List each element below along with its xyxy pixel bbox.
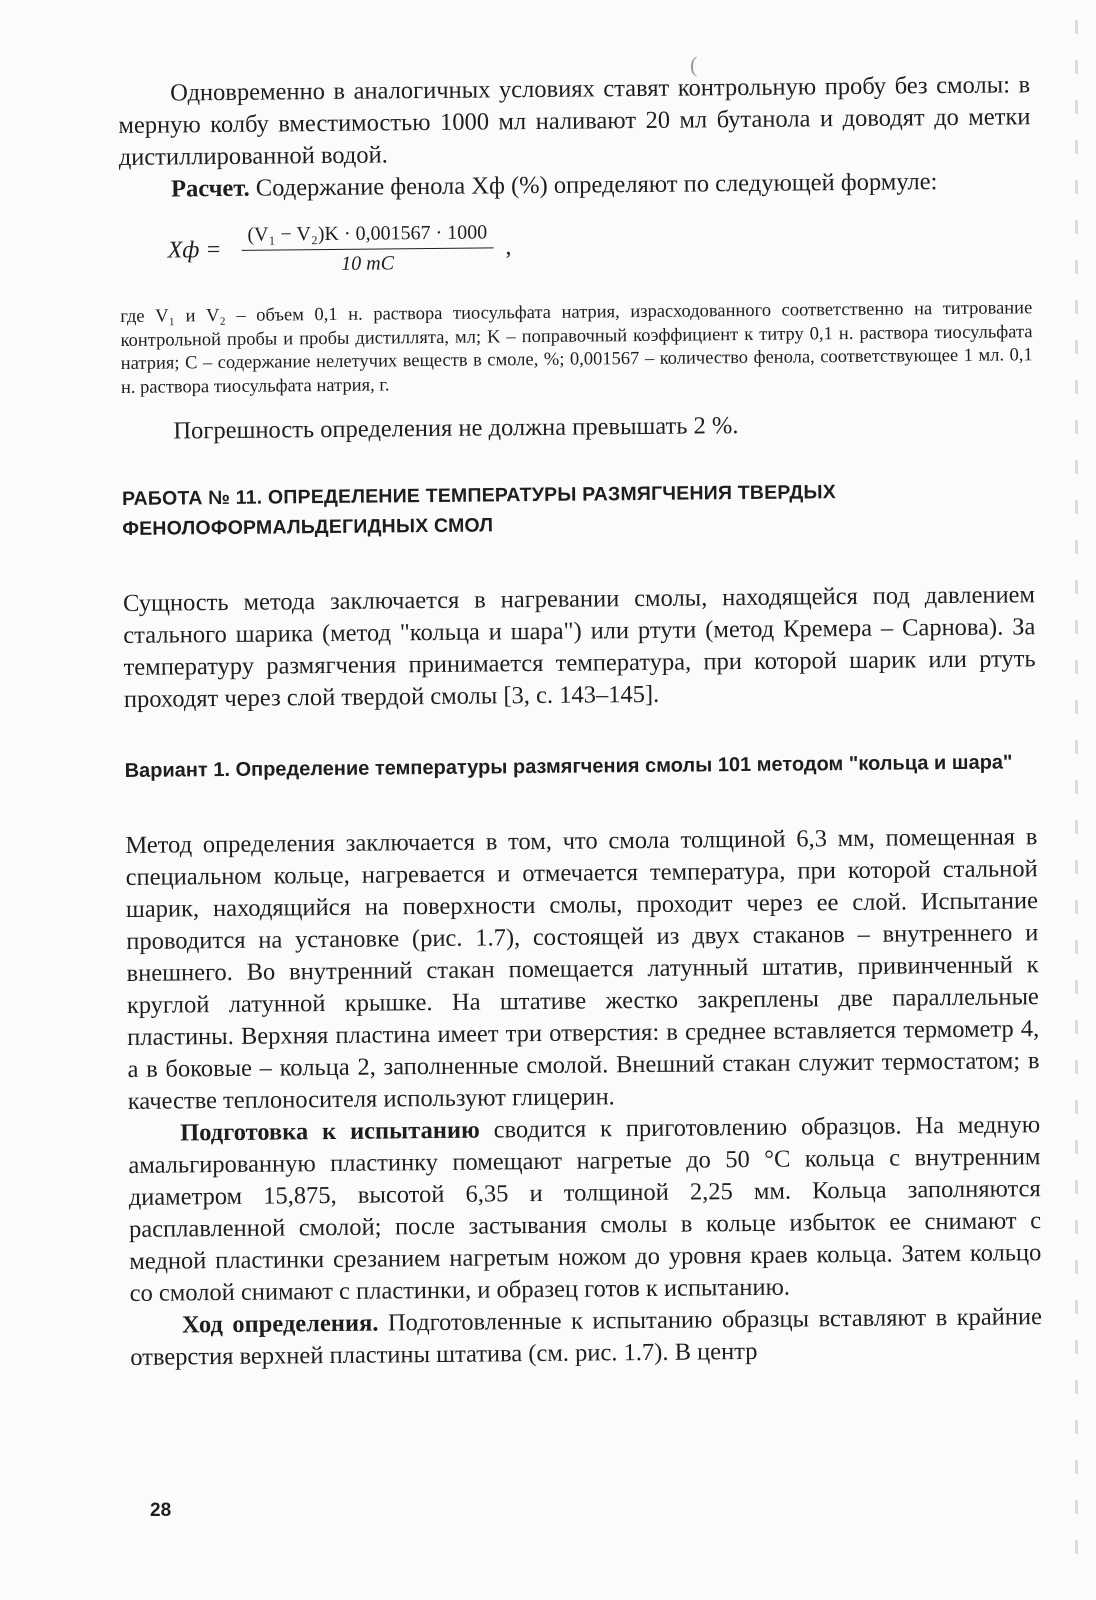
paragraph-control-sample: Одновременно в аналогичных условиях ставят контрольную пробу без смолы: в мерную колбу вместимостью 1000 мл наливают 20 мл бутанола и доводят до метки дистиллированной водой.	[118, 71, 1031, 171]
formula-explanation: где V₁ и V₂ – объем 0,1 н. раствора тиосульфата натрия, израсходованного соответственно на титрование контрольной пробы и пробы дистиллята, мл; K – поправочный коэффициент к титру 0,1 н. раствора тиосульфата натрия; C – содержание нелетучих веществ в смоле, %; 0,001567 – количество фенола, соответствующее 1 мл. 0,1 н. раствора тиосульфата натрия, г.	[120, 298, 1033, 398]
scan-edge-shadow	[1075, 20, 1078, 1580]
page-number: 28	[150, 1500, 172, 1521]
calculation-text: Содержание фенола Xф (%) определяют по следующей формуле:	[255, 168, 938, 202]
section-heading-work-11: РАБОТА № 11. ОПРЕДЕЛЕНИЕ ТЕМПЕРАТУРЫ РАЗМЯГЧЕНИЯ ТВЕРДЫХ ФЕНОЛОФОРМАЛЬДЕГИДНЫХ СМОЛ	[121, 481, 837, 540]
paragraph-method-description: Метод определения заключается в том, что смола толщиной 6,3 мм, помещенная в специальном кольце, нагревается и отмечается температура, при которой стальной шарик, находящийся на поверхности смолы, проходит через ее слой. Испытание проводится на установке (рис. 1.7), состоящей из двух стаканов – внутреннего и внешнего. Во внутренний стакан помещается латунный штатив, привинченный к круглой латунной крышке. На штативе жестко закреплены две параллельные пластины. Верхняя пластина имеет три отверстия: в среднее вставляется термометр 4, а в боковые – кольца 2, заполненные смолой. Внешний стакан служит термостатом; в качестве теплоносителя используют глицерин.	[125, 823, 1040, 1115]
error-note: Погрешность определения не должна превышать 2 %.	[173, 412, 739, 445]
formula-denominator: 10 mC	[341, 251, 395, 275]
formula-fraction	[241, 221, 493, 276]
paragraph-preparation	[128, 1109, 1042, 1310]
formula-numerator: (V₁ − V₂)K · 0,001567 · 1000	[241, 221, 493, 250]
paragraph-procedure	[130, 1301, 1043, 1374]
preparation-text: сводится к приготовлению образцов. На медную амальгированную пластинку помещают нагретые до 50 °С кольца с внутренним диаметром 15,875, высотой 6,35 и толщиной 2,25 мм. Кольца заполняются расплавленной смолой; после застывания смолы в кольце избыток ее снимают с медной пластинки срезанием нагретым ножом до уровня краев кольца. Затем кольцо со смолой снимают с пластинки, и образец готов к испытанию.	[128, 1111, 1042, 1307]
scan-artifact: (	[690, 52, 698, 77]
formula-lhs: Xф =	[167, 236, 222, 264]
procedure-text: Подготовленные к испытанию образцы вставляют в крайние отверстия верхней пластины штатива (см. рис. 1.7). В центр	[130, 1303, 1043, 1371]
page-content	[118, 69, 1042, 1374]
paragraph-method-essence: Сущность метода заключается в нагревании смолы, находящейся под давлением стального шарика (метод "кольца и шара") или ртути (метод Кремера – Сарнова). За температуру размягчения принимается температура, при которой шарик или ртуть проходят через слой твердой смолы [3, с. 143–145].	[122, 581, 1036, 713]
preparation-lead: Подготовка к испытанию	[179, 1116, 480, 1147]
formula-trailing: ,	[505, 233, 512, 260]
phenol-formula	[167, 201, 1032, 291]
procedure-lead: Ход определения.	[181, 1309, 379, 1339]
calculation-lead: Расчет.	[170, 174, 250, 203]
subsection-heading-variant-1: Вариант 1. Определение температуры размягчения смолы 101 методом "кольца и шара"	[124, 751, 1013, 782]
